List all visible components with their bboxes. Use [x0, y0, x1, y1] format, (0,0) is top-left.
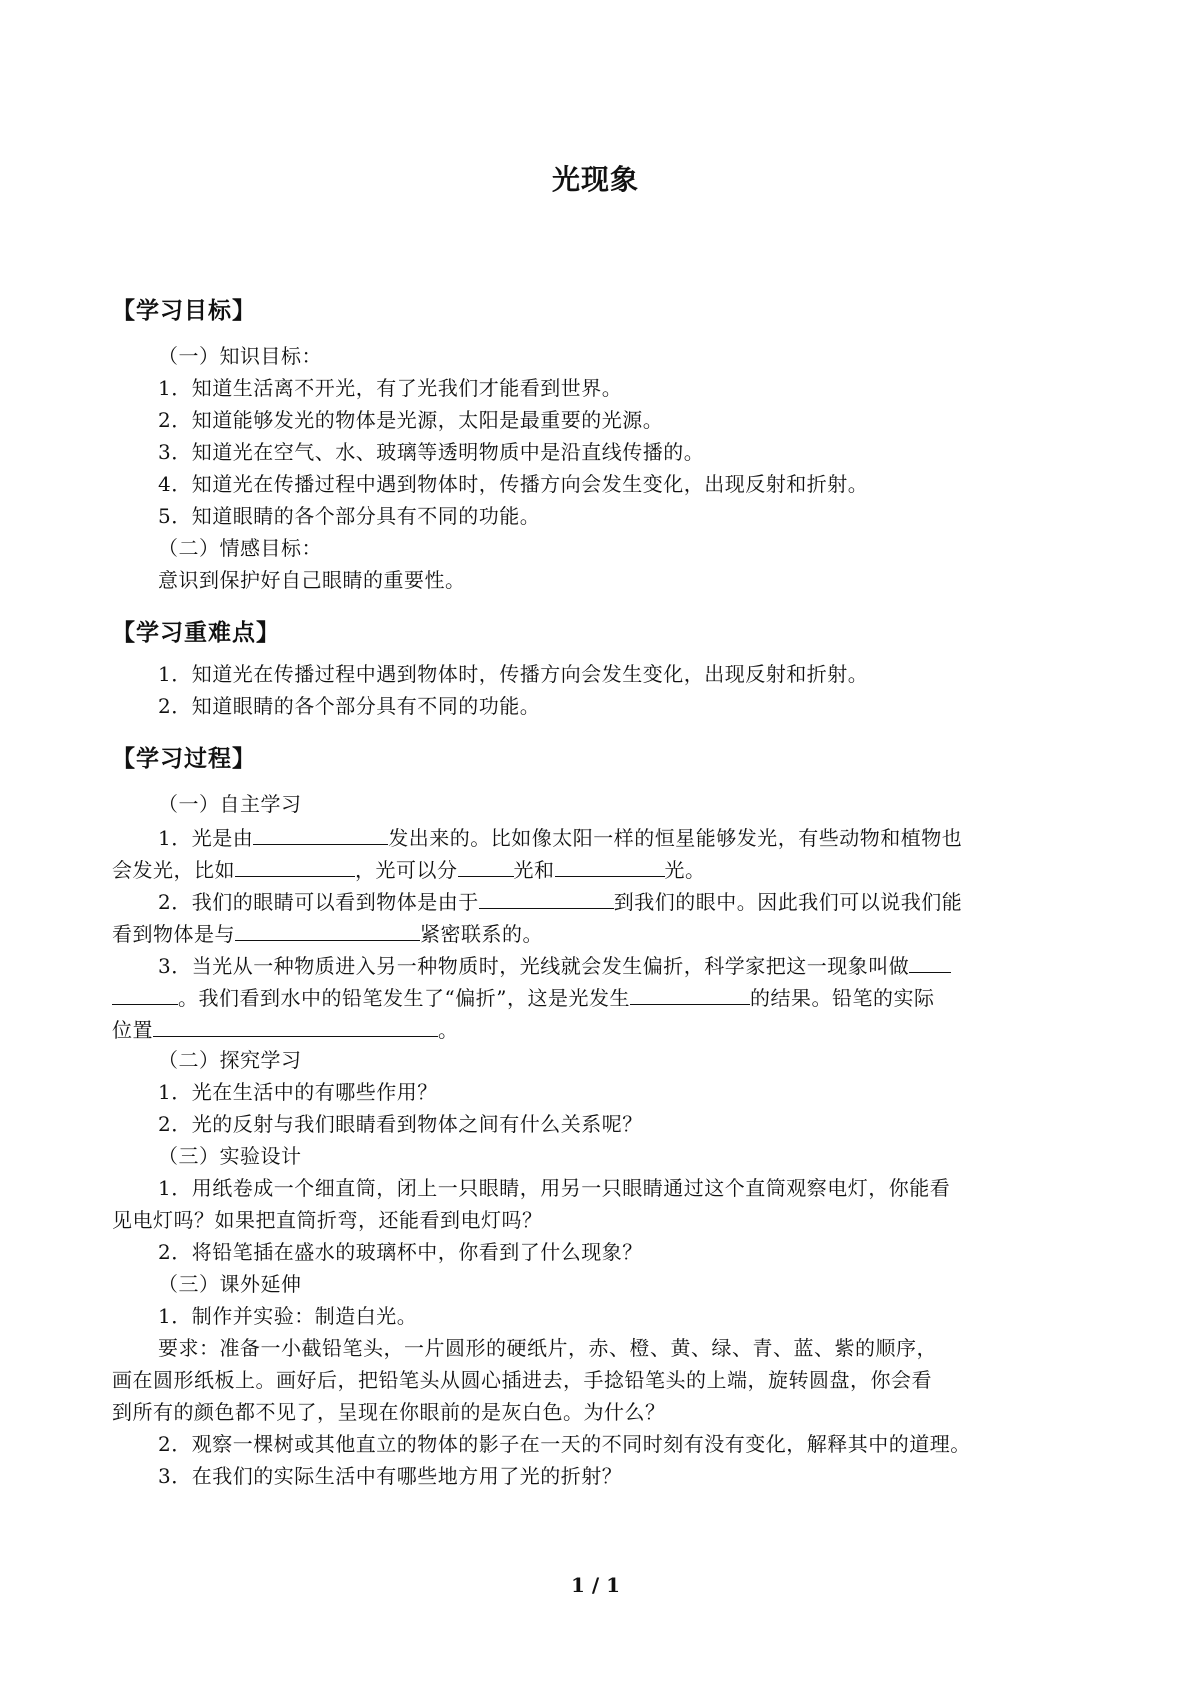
knowledge-item: 3．知道光在空气、水、玻璃等透明物质中是沿直线传播的。	[158, 440, 705, 464]
extension-line: 要求：准备一小截铅笔头，一片圆形的硬纸片，赤、橙、黄、绿、青、蓝、紫的顺序，	[158, 1336, 937, 1360]
fill-blank[interactable]	[458, 854, 514, 877]
question-2-line-2	[112, 918, 543, 948]
question-1-line-1	[158, 822, 962, 852]
knowledge-item: 5．知道眼睛的各个部分具有不同的功能。	[158, 504, 541, 528]
explore-heading: （二）探究学习	[158, 1048, 302, 1072]
fill-blank[interactable]	[253, 822, 388, 845]
explore-item: 2．光的反射与我们眼睛看到物体之间有什么关系呢？	[158, 1112, 643, 1136]
extension-line: 1．制作并实验：制造白光。	[158, 1304, 418, 1328]
experiment-line: 见电灯吗？如果把直筒折弯，还能看到电灯吗？	[112, 1208, 543, 1232]
question-text: 会发光，比如	[112, 858, 235, 882]
fill-blank[interactable]	[909, 950, 951, 973]
question-text: 2．我们的眼睛可以看到物体是由于	[158, 890, 479, 914]
question-text: 位置	[112, 1018, 153, 1042]
emotion-goals-text: 意识到保护好自己眼睛的重要性。	[158, 568, 466, 592]
question-3-line-1	[158, 950, 951, 980]
question-text: 3．当光从一种物质进入另一种物质时，光线就会发生偏折，科学家把这一现象叫做	[158, 954, 910, 978]
page-title: 光现象	[551, 163, 639, 196]
emotion-goals-heading: （二）情感目标：	[158, 536, 322, 560]
extension-line: 2．观察一棵树或其他直立的物体的影子在一天的不同时刻有没有变化，解释其中的道理。	[158, 1432, 971, 1456]
question-text: 发出来的。比如像太阳一样的恒星能够发光，有些动物和植物也	[388, 826, 963, 850]
question-1-line-2	[112, 854, 706, 884]
fill-blank[interactable]	[235, 918, 420, 941]
fill-blank[interactable]	[153, 1014, 438, 1037]
question-text: 的结果。铅笔的实际	[749, 986, 935, 1010]
extension-line: 到所有的颜色都不见了，呈现在你眼前的是灰白色。为什么？	[112, 1400, 666, 1424]
question-text: 紧密联系的。	[420, 922, 543, 946]
question-text: 。	[438, 1018, 459, 1042]
experiment-heading: （三）实验设计	[158, 1144, 302, 1168]
section-heading-process: 【学习过程】	[112, 746, 256, 772]
self-study-heading: （一）自主学习	[158, 792, 302, 816]
question-3-line-3	[112, 1014, 459, 1044]
fill-blank[interactable]	[479, 886, 614, 909]
question-text: 光和	[513, 858, 555, 882]
question-text: ，光可以分	[355, 858, 458, 882]
section-heading-goals: 【学习目标】	[112, 298, 256, 324]
knowledge-goals-heading: （一）知识目标：	[158, 344, 322, 368]
extension-line: 3．在我们的实际生活中有哪些地方用了光的折射？	[158, 1464, 623, 1488]
knowledge-item: 2．知道能够发光的物体是光源，太阳是最重要的光源。	[158, 408, 664, 432]
knowledge-item: 1．知道生活离不开光，有了光我们才能看到世界。	[158, 376, 623, 400]
fill-blank[interactable]	[555, 854, 665, 877]
question-text: 看到物体是与	[112, 922, 235, 946]
question-3-line-2	[112, 982, 934, 1012]
experiment-line: 2．将铅笔插在盛水的玻璃杯中，你看到了什么现象？	[158, 1240, 643, 1264]
explore-item: 1．光在生活中的有哪些作用？	[158, 1080, 438, 1104]
knowledge-item: 4．知道光在传播过程中遇到物体时，传播方向会发生变化，出现反射和折射。	[158, 472, 869, 496]
extension-line: 画在圆形纸板上。画好后，把铅笔头从圆心插进去，手捻铅笔头的上端，旋转圆盘，你会看	[112, 1368, 932, 1392]
question-text: 1．光是由	[158, 826, 254, 850]
page-number: 1 / 1	[570, 1573, 621, 1597]
section-heading-key-points: 【学习重难点】	[112, 620, 280, 646]
experiment-line: 1．用纸卷成一个细直筒，闭上一只眼睛，用另一只眼睛通过这个直筒观察电灯，你能看	[158, 1176, 951, 1200]
fill-blank[interactable]	[235, 854, 355, 877]
question-text: 。我们看到水中的铅笔发生了“偏折”，这是光发生	[178, 986, 630, 1010]
extension-heading: （三）课外延伸	[158, 1272, 302, 1296]
question-text: 到我们的眼中。因此我们可以说我们能	[613, 890, 963, 914]
fill-blank[interactable]	[630, 982, 750, 1005]
question-2-line-1	[158, 886, 962, 916]
key-point-item: 2．知道眼睛的各个部分具有不同的功能。	[158, 694, 541, 718]
key-point-item: 1．知道光在传播过程中遇到物体时，传播方向会发生变化，出现反射和折射。	[158, 662, 869, 686]
question-text: 光。	[664, 858, 706, 882]
fill-blank[interactable]	[112, 982, 178, 1005]
